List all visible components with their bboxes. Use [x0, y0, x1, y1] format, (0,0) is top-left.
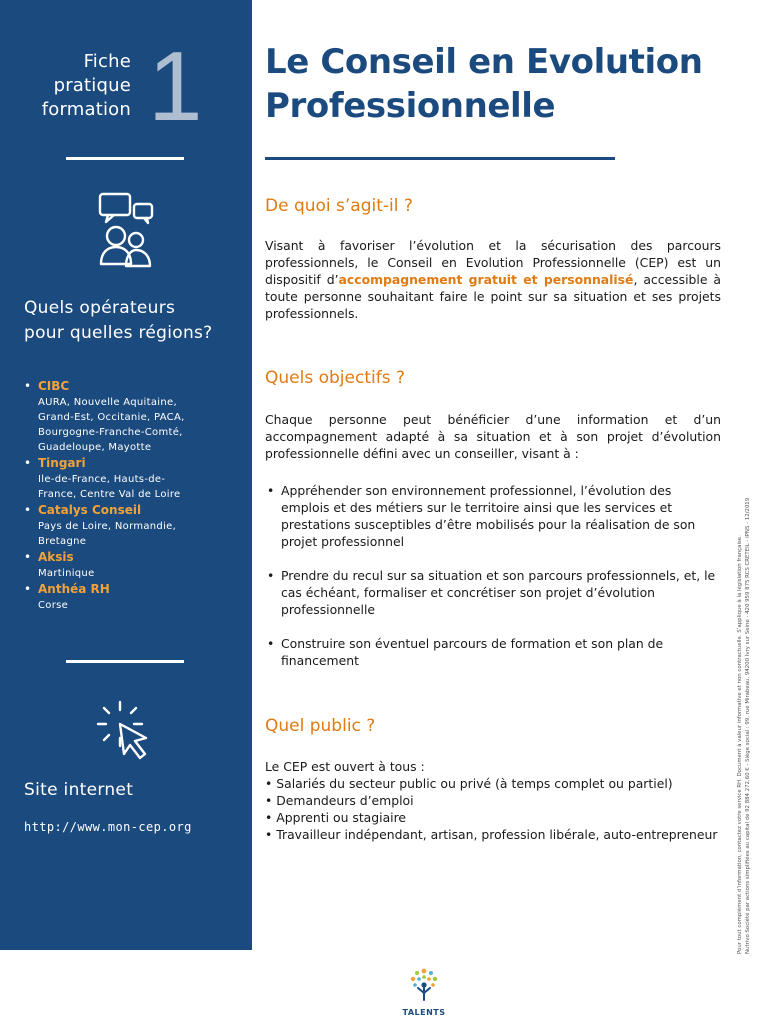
list-item: • Salariés du secteur public ou privé (à temps complet ou partiel) [265, 776, 673, 791]
sidebar-divider [66, 660, 184, 663]
operator-regions [38, 395, 246, 455]
legal-notice [736, 394, 752, 954]
objectives-list [265, 482, 721, 686]
operator-region-line: Martinique [38, 568, 95, 579]
fiche-label [42, 50, 131, 122]
fiche-label-line: Fiche [83, 51, 131, 72]
text-span: , accessible à toute personne souhaitant faire le point sur sa situation et ses projets professionnels. [265, 272, 721, 321]
fiche-number: 1 [148, 31, 203, 141]
operator-regions [38, 472, 246, 502]
tree-logo-icon [404, 966, 444, 1002]
operator-region-line: Corse [38, 600, 69, 611]
sidebar-divider [66, 157, 184, 160]
operator-region-line: France, Centre Val de Loire [38, 489, 181, 500]
list-item: • Demandeurs d’emploi [265, 793, 414, 808]
legal-line: Nutrivo Société par actions simplifiées au capital de 92 884 272,60 € - Siège social : 99, rue Mirabeau, 94200 Ivry sur Seine - 420 959 875 RCS CRETEIL - IPNS - 12/2019 [745, 497, 751, 954]
operator-name: • Tingari [38, 456, 86, 470]
operator-region-line: AURA, Nouvelle Aquitaine, [38, 397, 177, 408]
section-heading-what: De quoi s’agit-il ? [265, 196, 413, 216]
operator-regions [38, 598, 246, 613]
operator-regions [38, 519, 246, 549]
section-what-text [265, 237, 721, 322]
sidebar [0, 0, 252, 950]
page-title-line: Professionnelle [265, 86, 556, 126]
operator-name: • Aksis [38, 550, 74, 564]
section-heading-public: Quel public ? [265, 716, 376, 736]
operator-item [24, 581, 246, 613]
section-objectives-intro: Chaque personne peut bénéficier d’une information et d’un accompagnement adapté à sa situation et à son projet d’évolution professionnelle défini avec un conseiller, visant à : [265, 412, 721, 461]
section-heading-objectives: Quels objectifs ? [265, 368, 405, 388]
public-list [265, 758, 735, 843]
operator-region-line: Ile-de-France, Hauts-de- [38, 474, 166, 485]
operators-title-line: pour quelles régions? [24, 323, 213, 343]
operators-list [24, 378, 246, 613]
page-title [265, 40, 735, 128]
operator-item [24, 455, 246, 502]
public-intro: Le CEP est ouvert à tous : [265, 759, 425, 774]
operator-name: • Anthéa RH [38, 582, 110, 596]
list-item: • Appréhender son environnement professionnel, l’évolution des emplois et des métiers sur le territoire ainsi que les services et prestations susceptibles d’être mobilisés pour la réalisation de son projet professionnel [265, 482, 721, 550]
operator-name: • CIBC [38, 379, 70, 393]
operators-title-line: Quels opérateurs [24, 298, 176, 318]
cursor-click-icon [96, 700, 158, 766]
fiche-label-line: formation [41, 99, 131, 120]
list-item: • Prendre du recul sur sa situation et son parcours professionnels, et, le cas échéant, formaliser et concrétiser son projet d’évolution professionnelle [265, 567, 721, 618]
operator-region-line: Grand-Est, Occitanie, PACA, [38, 412, 185, 423]
operator-region-line: Bourgogne-Franche-Comté, [38, 427, 183, 438]
site-title: Site internet [24, 780, 134, 800]
talents-logo [392, 966, 456, 1017]
fiche-label-line: pratique [53, 75, 131, 96]
operator-region-line: Bretagne [38, 536, 87, 547]
list-item: • Construire son éventuel parcours de formation et son plan de financement [265, 635, 721, 669]
operator-item [24, 502, 246, 549]
list-item: • Apprenti ou stagiaire [265, 810, 407, 825]
operator-item [24, 549, 246, 581]
logo-text: TALENTS [402, 1008, 446, 1017]
operators-title [24, 296, 213, 346]
operator-item [24, 378, 246, 455]
page-title-line: Le Conseil en Evolution [265, 42, 703, 82]
operator-regions [38, 566, 246, 581]
text-span: Visant à favoriser l’évolution et la sécurisation des parcours professionnels, le Conseil en Evolution Professionnelle (CEP) est un dispositif d’ [265, 238, 721, 287]
legal-line: Pour tout complément d’information, contactez votre service RH. Document à valeur informative et non contractuelle. S’applique à la législation française. [737, 535, 743, 954]
operator-region-line: Pays de Loire, Normandie, [38, 521, 177, 532]
operator-region-line: Guadeloupe, Mayotte [38, 442, 152, 453]
list-item: • Travailleur indépendant, artisan, profession libérale, auto-entrepreneur [265, 827, 718, 842]
highlight-text: accompagnement gratuit et personnalisé [338, 272, 634, 287]
title-divider [265, 157, 615, 160]
people-chat-icon [96, 192, 156, 276]
operator-name: • Catalys Conseil [38, 503, 142, 517]
site-url-link[interactable]: http://www.mon-cep.org [24, 820, 192, 834]
fiche-header [0, 31, 252, 141]
